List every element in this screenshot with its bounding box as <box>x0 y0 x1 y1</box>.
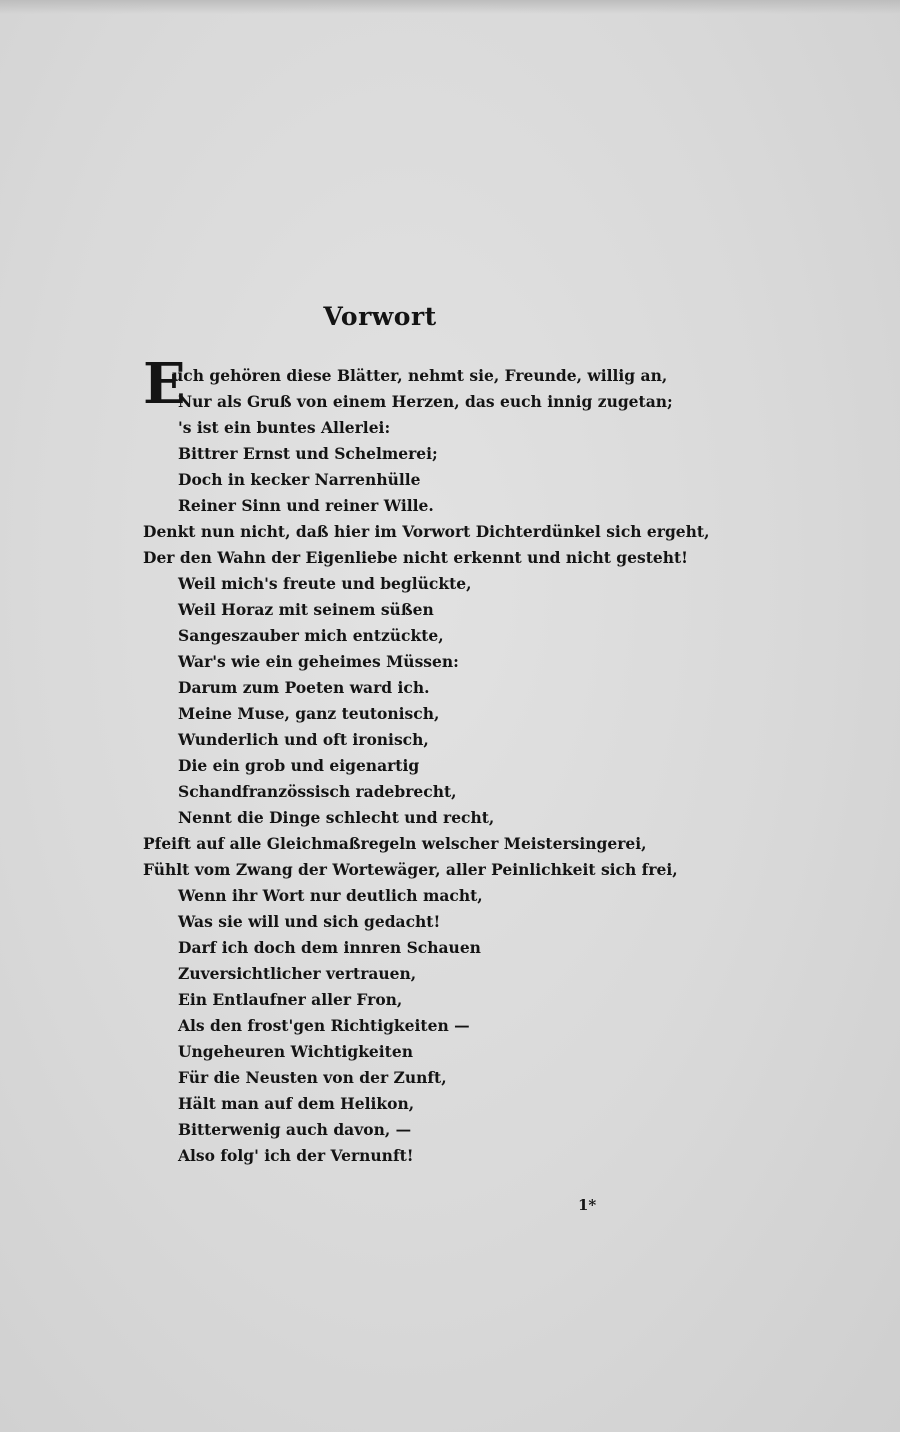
poem-line: Schandfranzössisch radebrecht, <box>178 782 457 801</box>
poem-line: Doch in kecker Narrenhülle <box>178 470 421 489</box>
poem-line: Der den Wahn der Eigenliebe nicht erkennt und nicht gesteht! <box>143 548 688 567</box>
poem-line: War's wie ein geheimes Müssen: <box>178 652 459 671</box>
poem-line: Ein Entlaufner aller Fron, <box>178 990 403 1009</box>
page-title: Vorwort <box>323 302 437 331</box>
poem-line: Als den frost'gen Richtigkeiten — <box>178 1016 470 1035</box>
poem-line: uch gehören diese Blätter, nehmt sie, Freunde, willig an, <box>172 366 668 385</box>
poem-line: Darum zum Poeten ward ich. <box>178 678 430 697</box>
poem-line: Meine Muse, ganz teutonisch, <box>178 704 440 723</box>
poem-line: Fühlt vom Zwang der Wortewäger, aller Peinlichkeit sich frei, <box>143 860 678 879</box>
poem-line: Denkt nun nicht, daß hier im Vorwort Dichterdünkel sich ergeht, <box>143 522 710 541</box>
poem-line: Darf ich doch dem innren Schauen <box>178 938 481 957</box>
poem-line: Nennt die Dinge schlecht und recht, <box>178 808 495 827</box>
poem-line: Wenn ihr Wort nur deutlich macht, <box>178 886 483 905</box>
poem-line: Bittrer Ernst und Schelmerei; <box>178 444 438 463</box>
poem-line: Was sie will und sich gedacht! <box>178 912 441 931</box>
poem-line: Ungeheuren Wichtigkeiten <box>178 1042 413 1061</box>
poem-line: Weil Horaz mit seinem süßen <box>178 600 434 619</box>
poem-line: Weil mich's freute und beglückte, <box>178 574 472 593</box>
poem-line: Reiner Sinn und reiner Wille. <box>178 496 434 515</box>
poem-line: Bitterwenig auch davon, — <box>178 1120 412 1139</box>
poem-line: Wunderlich und oft ironisch, <box>178 730 429 749</box>
poem-line: Hält man auf dem Helikon, <box>178 1094 415 1113</box>
poem-line: Die ein grob und eigenartig <box>178 756 420 775</box>
poem-line: Nur als Gruß von einem Herzen, das euch innig zugetan; <box>178 392 673 411</box>
page-top-edge <box>0 0 900 14</box>
poem-line: Also folg' ich der Vernunft! <box>178 1146 414 1165</box>
poem-line: 's ist ein buntes Allerlei: <box>178 418 391 437</box>
poem-line: Für die Neusten von der Zunft, <box>178 1068 447 1087</box>
poem-line: Sangeszauber mich entzückte, <box>178 626 444 645</box>
page-number: 1* <box>578 1196 597 1214</box>
poem-line: Zuversichtlicher vertrauen, <box>178 964 417 983</box>
drop-initial: E <box>143 351 186 417</box>
poem-line: Pfeift auf alle Gleichmaßregeln welscher Meistersingerei, <box>143 834 647 853</box>
